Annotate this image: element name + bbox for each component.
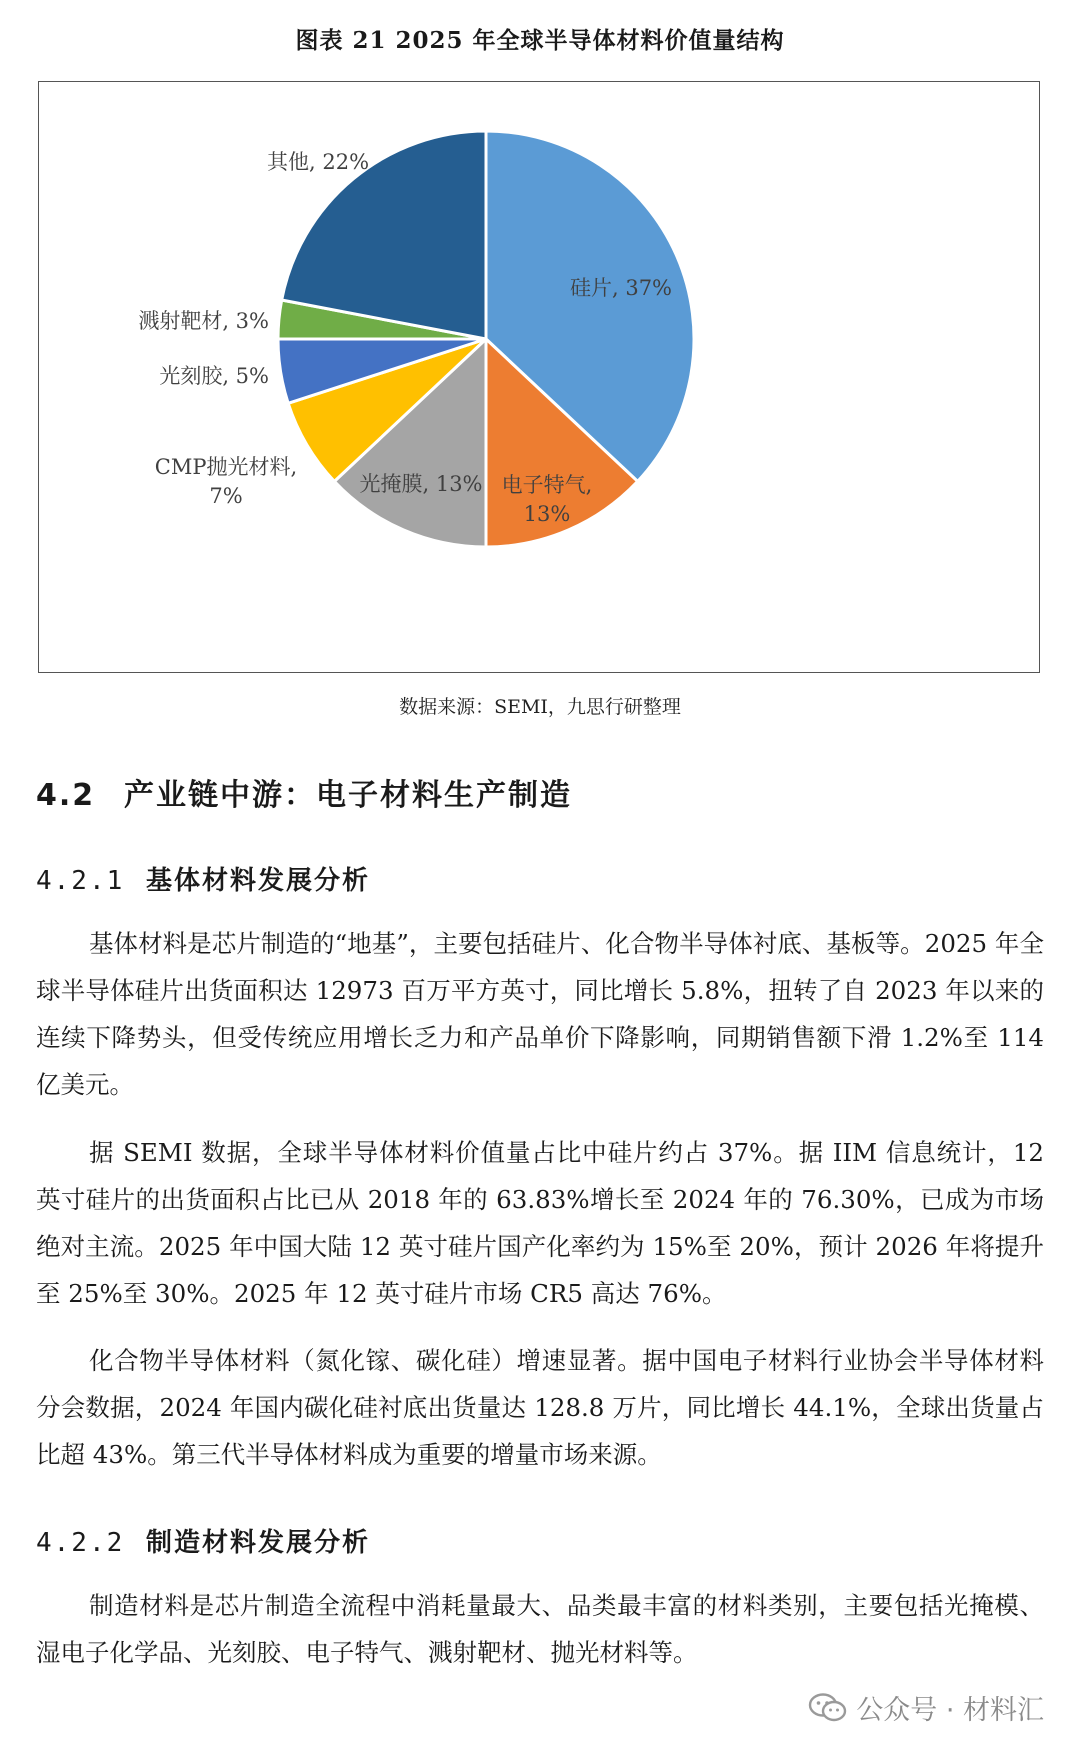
paragraph: 据 SEMI 数据，全球半导体材料价值量占比中硅片约占 37%。据 IIM 信息统计，12 英寸硅片的出货面积占比已从 2018 年的 63.83%增长至 2024 年的 76.30%，已成为市场绝对主流。2025 年中国大陆 12 英寸硅片国产化率约为 15%至 20%，预计 2026 年将提升至 25%至 30%。2025 年 12 英寸硅片市场 CR5 高达 76%。	[36, 1138, 1044, 1308]
subsection-title: 基体材料发展分析	[146, 866, 371, 896]
paragraph: 制造材料是芯片制造全流程中消耗量最大、品类最丰富的材料类别，主要包括光掩模、湿电子化学品、光刻胶、电子特气、溅射靶材、抛光材料等。	[36, 1591, 1044, 1667]
pie-chart-frame	[38, 81, 1040, 673]
slice-label: 溅射靶材, 3%	[138, 309, 269, 333]
subsection-heading-1	[36, 860, 370, 897]
figure-title: 图表 21 2025 年全球半导体材料价值量结构	[295, 27, 785, 54]
slice-label: 硅片, 37%	[569, 276, 673, 300]
slice-label: 其他, 22%	[267, 150, 370, 174]
subsection-title: 制造材料发展分析	[146, 1528, 371, 1558]
slice-label: 光刻胶, 5%	[159, 364, 269, 388]
paragraph: 基体材料是芯片制造的“地基”，主要包括硅片、化合物半导体衬底、基板等。2025 年全球半导体硅片出货面积达 12973 百万平方英寸，同比增长 5.8%，扭转了自 2023 年以来的连续下降势头，但受传统应用增长乏力和产品单价下降影响，同期销售额下滑 1.2%至 114 亿美元。	[36, 929, 1044, 1099]
subsection-number: 4.2.2	[36, 1528, 125, 1558]
slice-label: 电子特气, 13%	[501, 473, 593, 526]
pie-chart	[39, 82, 1039, 672]
watermark-text: 公众号 · 材料汇	[856, 1695, 1044, 1726]
wechat-icon	[808, 1692, 848, 1724]
section-title: 产业链中游：电子材料生产制造	[124, 778, 572, 813]
wechat-watermark	[808, 1688, 1044, 1727]
paragraph: 化合物半导体材料（氮化镓、碳化硅）增速显著。据中国电子材料行业协会半导体材料分会数据，2024 年国内碳化硅衬底出货量达 128.8 万片，同比增长 44.1%，全球出货量占比超 43%。第三代半导体材料成为重要的增量市场来源。	[36, 1346, 1044, 1469]
section-number: 4.2	[36, 778, 96, 813]
subsection-heading-2	[36, 1522, 370, 1559]
slice-label: CMP抛光材料, 7%	[154, 455, 298, 508]
subsection-number: 4.2.1	[36, 866, 125, 896]
slice-label: 光掩膜, 13%	[359, 472, 483, 496]
figure-source: 数据来源：SEMI，九思行研整理	[399, 696, 681, 718]
section-heading	[36, 770, 572, 814]
